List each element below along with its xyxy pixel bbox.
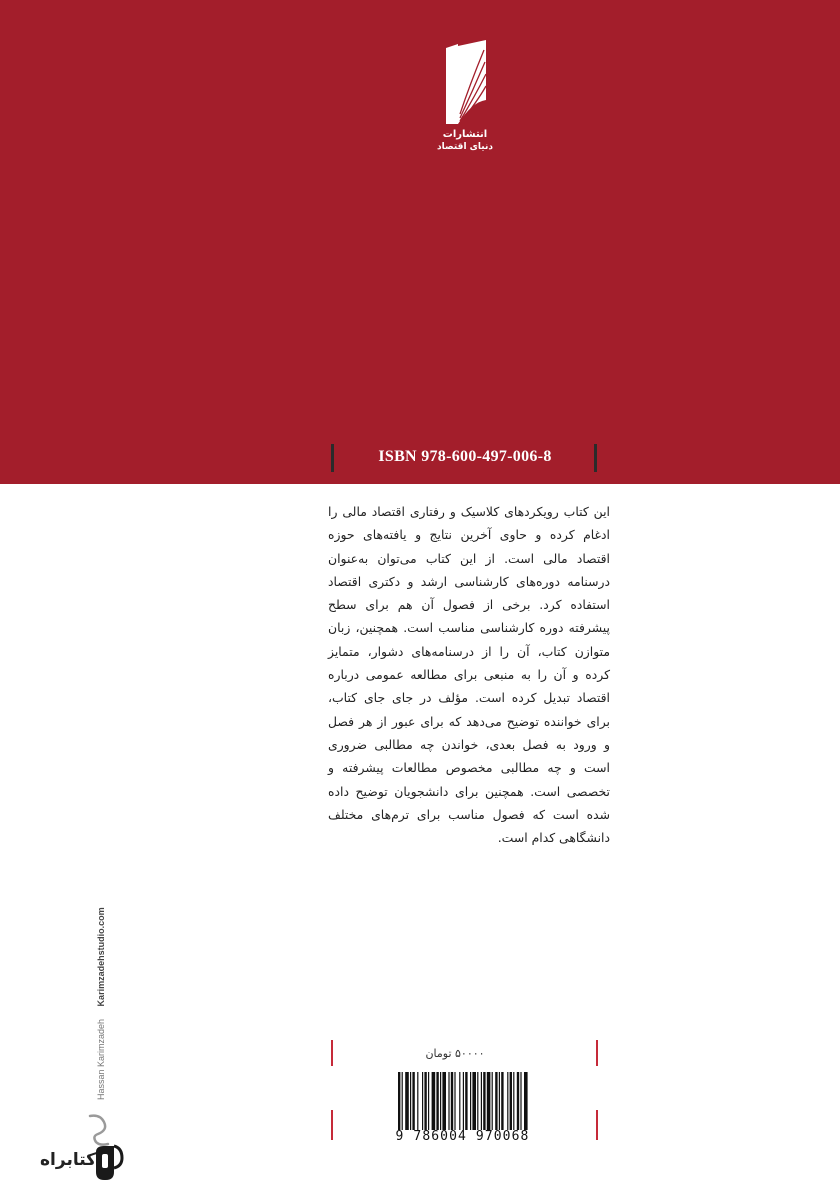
barcode-bar	[442, 1072, 446, 1130]
publisher-name-line1: انتشارات	[442, 129, 488, 140]
barcode-bar	[470, 1072, 471, 1130]
barcode-bar	[402, 1072, 403, 1130]
barcode-bar	[520, 1072, 521, 1130]
price-label: ۵۰۰۰۰ تومان	[425, 1047, 485, 1060]
publisher-book-icon	[440, 40, 490, 130]
barcode-bar	[524, 1072, 528, 1130]
barcode-bar	[405, 1072, 409, 1130]
designer-website: Karimzadehstudio.com	[96, 907, 106, 1007]
price-divider-left	[331, 1040, 333, 1066]
barcode-bar	[417, 1072, 418, 1130]
barcode-bar	[398, 1072, 400, 1130]
barcode-bar	[517, 1072, 519, 1130]
isbn-divider-right	[594, 444, 597, 472]
barcode-bar	[495, 1072, 497, 1130]
barcode-bar	[422, 1072, 423, 1130]
isbn-barcode	[390, 1072, 535, 1144]
book-description: این کتاب رویکردهای کلاسیک و رفتاری اقتصاد مالی را ادغام کرده و حاوی آخرین نتایج و یافته‌های حوزه اقتصاد مالی است. از این کتاب می‌توان به‌عنوان درسنامه دوره‌های کارشناسی ارشد و دکتری اقتصاد استفاده کرد. برخی از فصول آن هم برای سطح پیشرفته دوره کارشناسی مناسب است. همچنین، زبان متوازن کتاب، آن را از درسنامه‌های دشوار، متمایز کرده و آن را به منبعی برای مطالعه عمومی درباره اقتصاد تبدیل کرده است. مؤلف در جای جای کتاب، برای خواننده توضیح می‌دهد که برای عبور از هر فصل و ورود به فصل بعدی، خواندن چه مطالبی ضروری است و چه مطالبی مخصوص مطالعات پیشرفته و تخصصی است. همچنین برای دانشجویان توضیح داده شده است که فصول مناسب برای ترم‌های مختلف دانشگاهی کدام است.	[328, 504, 610, 846]
barcode-bar	[465, 1072, 467, 1130]
barcode-bar	[451, 1072, 453, 1130]
barcode-bar	[463, 1072, 464, 1130]
barcode-divider-left	[331, 1110, 333, 1140]
barcode-bar	[477, 1072, 478, 1130]
barcode-bar	[501, 1072, 503, 1130]
barcode-divider-right	[596, 1110, 598, 1140]
barcode-bar	[510, 1072, 512, 1130]
isbn-number: ISBN 978-600-497-006-8	[378, 448, 552, 465]
barcode-bar	[499, 1072, 500, 1130]
barcode-number: 9 786004 970068	[395, 1129, 530, 1144]
designer-credit	[96, 907, 106, 1100]
barcode-bar	[481, 1072, 482, 1130]
barcode-bar	[492, 1072, 493, 1130]
barcode-bar	[513, 1072, 514, 1130]
barcode-bars	[398, 1072, 528, 1130]
ketabrah-watermark-text: کتابراه	[40, 1150, 97, 1170]
isbn-divider-left	[331, 444, 334, 472]
ketabrah-logo-icon	[92, 1142, 126, 1184]
barcode-bar	[507, 1072, 508, 1130]
publisher-name-line2: دنیای اقتصاد	[437, 142, 493, 152]
barcode-bar	[432, 1072, 436, 1130]
barcode-bar	[483, 1072, 485, 1130]
barcode-bar	[440, 1072, 441, 1130]
publisher-logo	[430, 40, 500, 155]
barcode-bar	[428, 1072, 429, 1130]
cover-red-panel	[0, 0, 840, 484]
barcode-bar	[472, 1072, 476, 1130]
barcode-bar	[412, 1072, 414, 1130]
barcode-bar	[410, 1072, 411, 1130]
barcode-bar	[459, 1072, 460, 1130]
barcode-bar	[424, 1072, 426, 1130]
barcode-bar	[454, 1072, 455, 1130]
barcode-bar	[448, 1072, 449, 1130]
barcode-bar	[487, 1072, 491, 1130]
designer-name: Hassan Karimzadeh	[96, 1018, 106, 1100]
barcode-bar	[436, 1072, 438, 1130]
price-divider-right	[596, 1040, 598, 1066]
